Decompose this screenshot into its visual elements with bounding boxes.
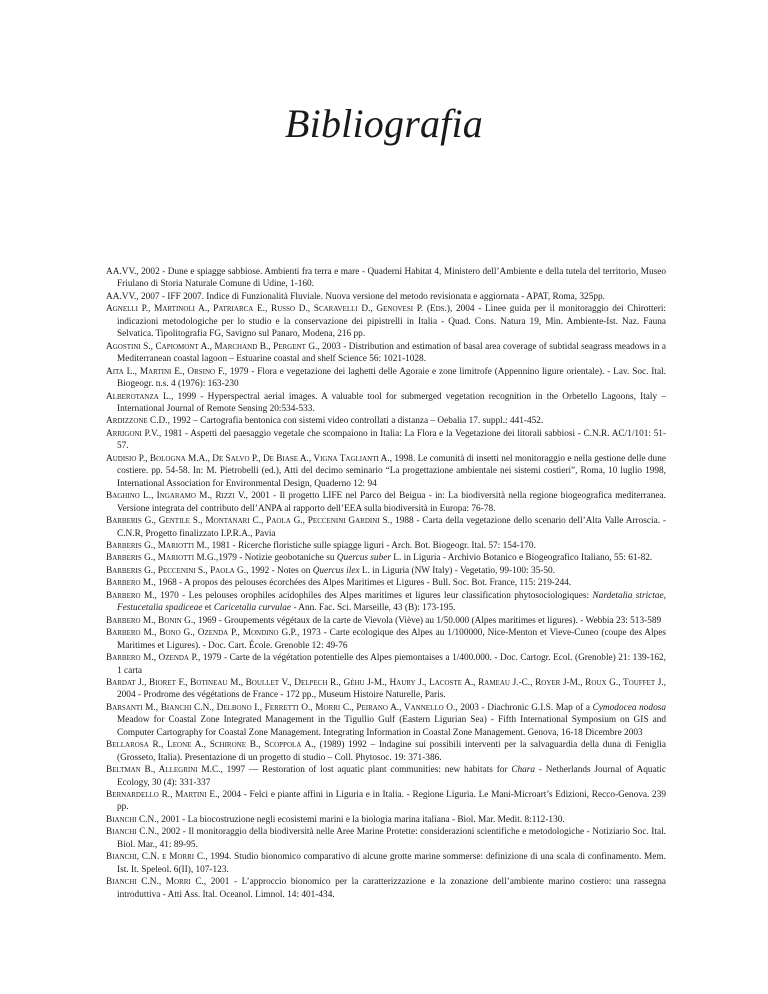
reference-details: , 2003 - Diachronic G.I.S. Map of a Cymodocea nodosa Meadow for Coastal Zone Integrated Management in the Tigullio Gulf (Eastern Ligurian Sea) - Fifth International Symposium on GIS and Computer Cartography for Coastal Zone Management. Integrating Information in Coastal Zone Management. Genova, 16-18 Dicembre 2003: [117, 702, 666, 738]
reference-entry: [106, 615, 666, 627]
reference-authors: Bernardello R., Martini E.: [106, 790, 218, 801]
reference-authors: Barberis G., Mariotti M.G.: [106, 553, 216, 564]
reference-entry: [106, 552, 666, 564]
reference-entry: [106, 490, 666, 515]
reference-authors: Barbero M.: [106, 590, 155, 601]
reference-authors: AA.VV., 2002: [106, 267, 160, 277]
reference-authors: Bianchi C.N., Morri C.: [106, 877, 204, 888]
reference-authors: Bianchi, C.N. e Morri C.: [106, 852, 206, 863]
reference-entry: [106, 577, 666, 589]
reference-details: , 2003 - Distribution and estimation of basal area coverage of subtidal seagrass meadows in a Mediterranean coastal lagoon – Estuarine coastal and shelf Science 56: 1021-1028.: [117, 341, 667, 365]
reference-details: , 1979 - Flora e vegetazione dei laghetti delle Agoraie e zone limitrofe (Appennino ligure orientale). - Lav. Soc. Ital. Biogeogr. n.s. 4 (1976): 163-230: [117, 366, 667, 390]
reference-details: , 2004 - Felci e piante affini in Liguria e in Italia. - Regione Liguria. Le Mani-Microart’s Edizioni, Recco-Genova. 239 pp.: [117, 790, 666, 813]
reference-details: , 2001 - L’approccio bionomico per la caratterizzazione e la zonazione dell’ambiente marino costiero: una rassegna introduttiva - Atti Ass. Ital. Oceanol. Limnol. 14: 401-434.: [117, 877, 666, 900]
reference-details: - IFF 2007. Indice di Funzionalità Fluviale. Nuova versione del metodo revisionata e aggiornata - APAT, Roma, 325pp.: [159, 291, 605, 302]
reference-authors: Bellarosa R., Leone A., Schirone B., Scoppola A.: [106, 740, 314, 751]
reference-entry: [106, 565, 666, 577]
reference-details: , 1969 - Groupements végétaux de la carte de Vievola (Viève) au 1/50.000 (Alpes maritimes et ligures). - Webbia 23: 513-589: [193, 615, 662, 626]
reference-details: , 1988 - Carta della vegetazione dello scenario dell’Alta Valle Arroscia. - C.N.R, Progetto finalizzato I.P.R.A., Pavia: [117, 516, 666, 539]
reference-details: , 2001 - Il progetto LIFE nel Parco del Beigua - in: La biodiversità nella regione biogeografica mediterranea. Versione integrata del contributo dell’ANPA al rapporto dell’EEA sulla biodiversità in Europa: 76-78.: [117, 491, 666, 514]
reference-entry: [106, 415, 666, 427]
reference-authors: Aita L., Martini E., Orsino F.: [106, 366, 225, 377]
reference-details: , 2001 - La biocostruzione negli ecosistemi marini e la biologia marina italiana - Biol. Mar. Medit. 8:112-130.: [156, 814, 565, 825]
reference-entry: [106, 391, 666, 416]
reference-authors: Beltman B., Allegrini M.C.: [106, 765, 221, 776]
reference-entry: [106, 826, 666, 851]
reference-details: , 1970 - Les pelouses orophiles acidophiles des Alpes maritimes et ligures leur classification phytosociologiques: Nardetalia strictae, Festucetalia spadiceae et Caricetalia curvulae - Ann. Fac. Sci. Marseille, 43 (B): 173-195.: [117, 590, 666, 614]
reference-details: ,1979 - Notizie geobotaniche su Quercus suber L. in Liguria - Archivio Botanico e Biogeografico Italiano, 55: 61-82.: [216, 553, 653, 564]
reference-entry: [106, 291, 666, 303]
page-title: Bibliografia: [285, 101, 483, 146]
reference-details: , 1979 - Carte de la végétation potentielle des Alpes piemontaises a 1/400.000. - Doc. Cartogr. Ecol. (Grenoble) 21: 139-162, 1 carta: [117, 653, 666, 676]
reference-entry: [106, 764, 666, 789]
reference-entry: [106, 739, 666, 764]
reference-authors: Barbero M., Bono G., Ozenda P., Mondino G.P.: [106, 628, 297, 639]
reference-entry: [106, 876, 666, 901]
reference-details: , 1968 - A propos des pelouses écorchées des Alpes Maritimes et Ligures - Bull. Soc. Bot. France, 115: 219-244.: [153, 578, 572, 589]
reference-authors: Barbero M.: [106, 578, 154, 589]
reference-authors: Agostini S., Capiomont A., Marchand B., Pergent G.: [106, 341, 318, 352]
reference-details: , 1992 – Cartografia bentonica con sistemi video controllati a distanza – Oebalia 17. suppl.: 441-452.: [167, 416, 544, 427]
reference-entry: [106, 627, 666, 652]
reference-details: , 1992 - Notes on Quercus ilex L. in Liguria (NW Italy) - Vegetatio, 99-100: 35-50.: [246, 565, 555, 576]
reference-authors: Barberis G., Peccenini S., Paola G.: [106, 565, 247, 576]
reference-entry: [106, 266, 666, 291]
reference-entry: [106, 590, 666, 615]
reference-authors: Bardat J., Bioret F., Botineau M., Boullet V., Delpech R., Géhu J-M., Haury J., Lacoste A., Rameau J.-C., Royer J-M., Roux G., Touffet J.: [106, 677, 664, 688]
reference-entry: [106, 702, 666, 739]
reference-details: , (1989) 1992 – Indagine sui possibili interventi per la salvaguardia della duna di Feniglia (Grosseto, Italia). Presentazione di un progetto di studio – Coll. Phytosoc. 19: 371-386.: [117, 740, 666, 763]
reference-authors: AA.VV., 2007: [106, 291, 160, 302]
reference-entry: [106, 851, 666, 876]
reference-details: , 1998. Le comunità di insetti nel monitoraggio e nella gestione delle dune costiere. pp. 54-58. In: M. Pietrobelli (ed.), Atti del decimo seminario “La progettazione ambientale nei sistemi costieri”, Roma, 10 luglio 1998, International Association for Environmental Design, Quaderno 12: 94: [117, 453, 666, 489]
reference-authors: Bianchi C.N.: [106, 827, 157, 838]
reference-details: , 1997 — Restoration of lost aquatic plant communities: new habitats for Chara - Netherlands Journal of Aquatic Ecology, 30 (4): 331-337: [117, 765, 666, 788]
reference-entry: [106, 428, 666, 453]
reference-entry: [106, 789, 666, 814]
reference-authors: Barsanti M., Bianchi C.N., Delbono I., Ferretti O., Morri C., Peirano A., Vannello O.: [106, 702, 456, 713]
reference-list: [106, 266, 666, 901]
reference-entry: [106, 652, 666, 677]
reference-details: , 1981 - Aspetti del paesaggio vegetale che scompaiono in Italia: La Flora e la Vegetazione dei litorali sabbiosi - C.N.R. AC/1/101: 51-57.: [117, 428, 666, 452]
reference-authors: Audisio P., Bologna M.A., De Salvo P., De Biase A., Vigna Taglianti A.: [106, 453, 390, 464]
reference-entry: [106, 303, 666, 340]
reference-authors: Barberis G., Gentile S., Montanari C., Paola G., Peccenini Gardini S.: [106, 516, 390, 527]
reference-authors: Barberis G., Mariotti M.: [106, 540, 207, 551]
reference-details: - Dune e spiagge sabbiose. Ambienti fra terra e mare - Quaderni Habitat 4, Ministero dell’Ambiente e della tutela del territorio, Museo Friulano di Storia Naturale Comune di Udine, 1-160.: [117, 267, 666, 290]
reference-details: , 2004 - Linee guida per il monitoraggio dei Chirotteri: indicazioni metodologiche per lo studio e la conservazione dei pipistrelli in Italia - Quad. Cons. Natura 19, Min. Ambiente-Ist. Naz. Fauna Selvatica. Tipolitografia FG, Savigno sul Panaro, Modena, 216 pp.: [117, 304, 666, 340]
reference-authors: Alberotanza L.: [106, 391, 172, 402]
reference-entry: [106, 814, 666, 826]
reference-authors: Agnelli P., Martinoli A., Patriarca E., Russo D., Scaravelli D., Genovesi P. (Eds.): [106, 304, 450, 315]
reference-details: , 1981 - Ricerche floristiche sulle spiagge liguri - Arch. Bot. Biogeogr. Ital. 57: 154-170.: [206, 540, 536, 551]
reference-entry: [106, 677, 666, 702]
reference-details: , 2002 - Il monitoraggio della biodiversità nelle Aree Marine Protette: considerazioni scientifiche e metodologiche - Notiziario Soc. Ital. Biol. Mar., 41: 89-95.: [117, 827, 666, 850]
reference-entry: [106, 341, 666, 366]
reference-authors: Barbero M., Ozenda P.: [106, 653, 198, 664]
reference-entry: [106, 453, 666, 490]
reference-details: , 1973 - Carte ecologique des Alpes au 1/100000, Nice-Menton et Vieve-Cuneo (coupe des Alpes Maritimes et Ligures). - Doc. Cart. École. Grenoble 12: 49-76: [117, 628, 666, 651]
reference-authors: Bianchi C.N.: [106, 814, 157, 825]
reference-authors: Baghino L., Ingaramo M., Rizzi V.: [106, 491, 246, 502]
reference-authors: Ardizzone C.D.: [106, 416, 168, 427]
reference-details: , 1999 - Hyperspectral aerial images. A valuable tool for submerged vegetation recognition in the Orbetello Lagoons, Italy – International Journal of Remote Sensing 20:534-533.: [117, 391, 666, 414]
reference-entry: [106, 366, 666, 391]
reference-details: , 2004 - Prodrome des végétations de France - 172 pp., Museum Histoire Naturelle, Paris.: [117, 677, 666, 701]
reference-entry: [106, 515, 666, 540]
reference-authors: Barbero M., Bonin G.: [106, 615, 194, 626]
reference-authors: Arrigoni P.V.: [106, 428, 159, 439]
reference-details: , 1994. Studio bionomico comparativo di alcune grotte marine sommerse: definizione di una scala di confinamento. Mem. Ist. It. Speleol. 6(II), 107-123.: [117, 852, 666, 875]
reference-entry: [106, 540, 666, 552]
